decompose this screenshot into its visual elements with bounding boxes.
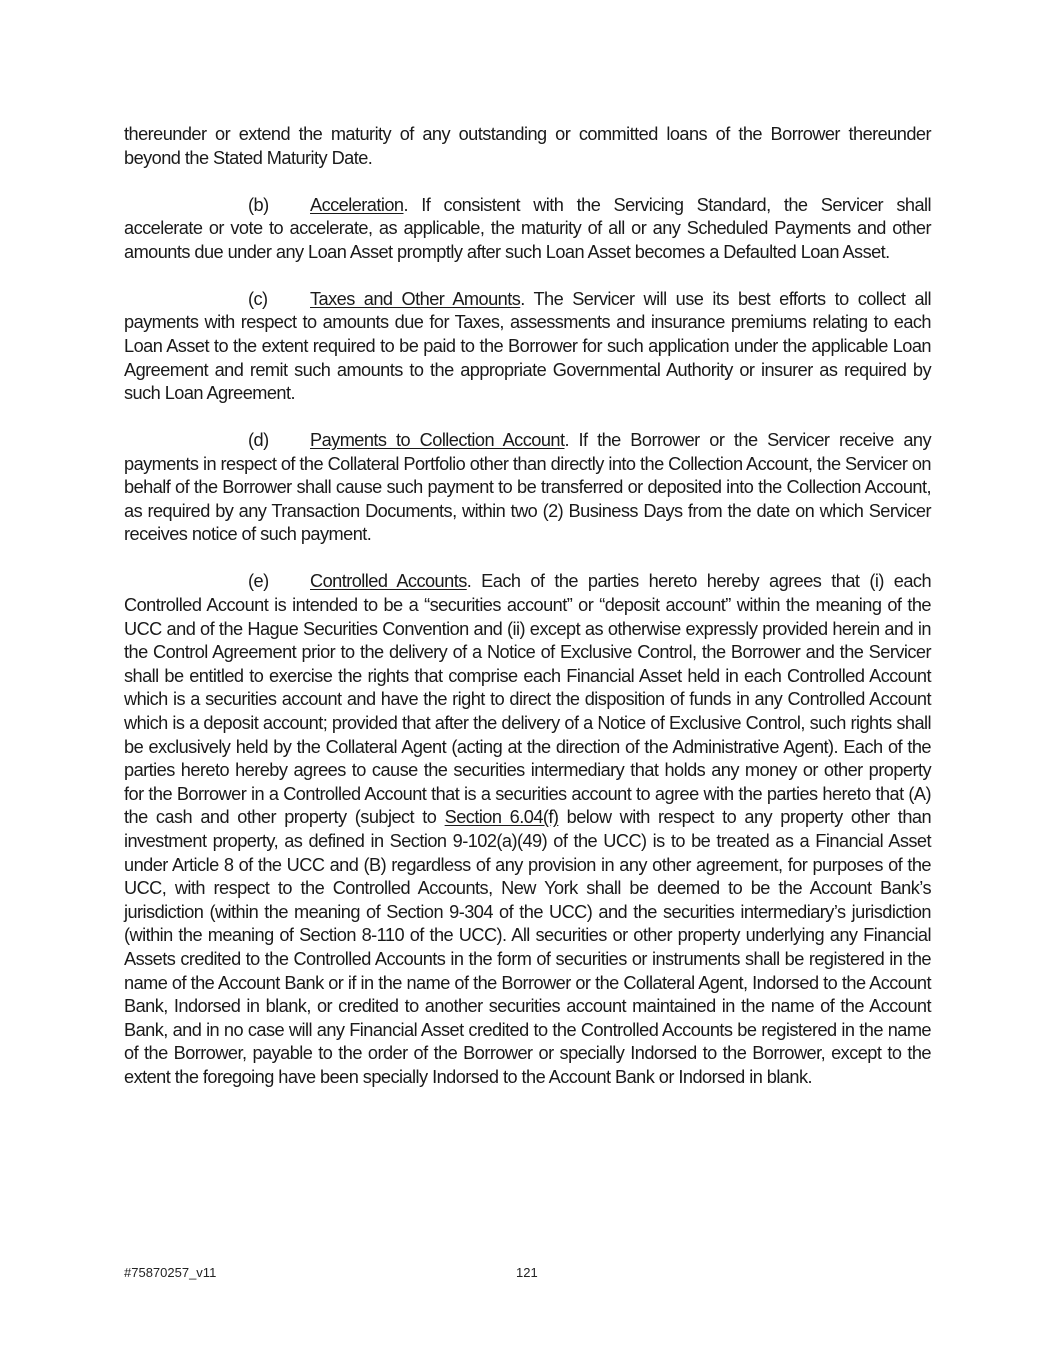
section-cross-reference: Section 6.04(f)	[444, 807, 559, 828]
continuation-paragraph: thereunder or extend the maturity of any outstanding or committed loans of the Borrower thereunder beyond the Stated Maturity Date.	[124, 124, 931, 168]
section-d-paragraph	[124, 429, 931, 547]
section-label: (b)	[248, 194, 269, 215]
section-heading: Acceleration	[310, 194, 404, 215]
section-body-continued: below with respect to any property other than investment property, as defined in Section 9-102(a)(49) of the UCC) is to be treated as a Financial Asset under Article 8 of the UCC and (B) regardless of any provision in any other agreement, for purposes of the UCC, with respect to the Controlled Accounts, New York shall be deemed to be the Account Bank’s jurisdiction (within the meaning of Section 9-304 of the UCC) and the securities intermediary’s jurisdiction (within the meaning of Section 8-110 of the UCC). All securities or other property underlying any Financial Assets credited to the Controlled Accounts in the form of securities or instruments shall be registered in the name of the Account Bank or if in the name of the Borrower or the Collateral Agent, Indorsed to the Account Bank, Indorsed in blank, or credited to another securities account maintained in the name of the Account Bank, and in no case will any Financial Asset credited to the Controlled Accounts be registered in the name of the Borrower, payable to the order of the Borrower or specially Indorsed to the Borrower, except to the extent the foregoing have been specially Indorsed to the Account Bank or Indorsed in blank.	[124, 807, 932, 1087]
section-heading: Payments to Collection Account	[310, 430, 565, 451]
document-page	[124, 123, 931, 1113]
section-label: (c)	[248, 288, 268, 309]
document-id: #75870257_v11	[124, 1265, 217, 1280]
section-e-paragraph	[124, 570, 931, 1089]
section-c-paragraph	[124, 288, 931, 406]
section-heading: Taxes and Other Amounts	[310, 288, 521, 309]
section-body: . The Servicer will use its best efforts to collect all payments with respect to amounts due for Taxes, assessments and insurance premiums relating to each Loan Asset to the extent required to be paid to the Borrower for such application under the applicable Loan Agreement and remit such amounts to the appropriate Governmental Authority or insurer as required by such Loan Agreement.	[124, 288, 931, 404]
section-body: . If the Borrower or the Servicer receive any payments in respect of the Collateral Portfolio other than directly into the Collection Account, the Servicer on behalf of the Borrower shall cause such payment to be transferred or deposited into the Collection Account, as required by any Transaction Documents, within two (2) Business Days from the date on which Servicer receives notice of such payment.	[124, 430, 931, 545]
section-body: . Each of the parties hereto hereby agrees that (i) each Controlled Account is intended to be a “securities account” or “deposit account” within the meaning of the UCC and of the Hague Securities Convention and (ii) except as otherwise expressly provided herein and in the Control Agreement prior to the delivery of a Notice of Exclusive Control, the Borrower and the Servicer shall be entitled to exercise the rights that comprise each Financial Asset held in each Controlled Account which is a securities account and have the right to direct the disposition of funds in any Controlled Account which is a deposit account; provided that after the delivery of a Notice of Exclusive Control, such rights shall be exclusively held by the Collateral Agent (acting at the direction of the Administrative Agent). Each of the parties hereto hereby agrees to cause the securities intermediary that holds any money or other property for the Borrower in a Controlled Account that is a securities account to agree with the parties hereto that (A) the cash and other property (subject to	[124, 571, 932, 828]
page-number: 121	[516, 1265, 538, 1280]
section-heading: Controlled Accounts	[310, 571, 467, 592]
section-body: . If consistent with the Servicing Standard, the Servicer shall accelerate or vote to accelerate, as applicable, the maturity of all or any Scheduled Payments and other amounts due under any Loan Asset promptly after such Loan Asset becomes a Defaulted Loan Asset.	[124, 194, 931, 262]
section-label: (e)	[248, 571, 269, 592]
section-b-paragraph	[124, 194, 931, 265]
section-label: (d)	[248, 430, 269, 451]
